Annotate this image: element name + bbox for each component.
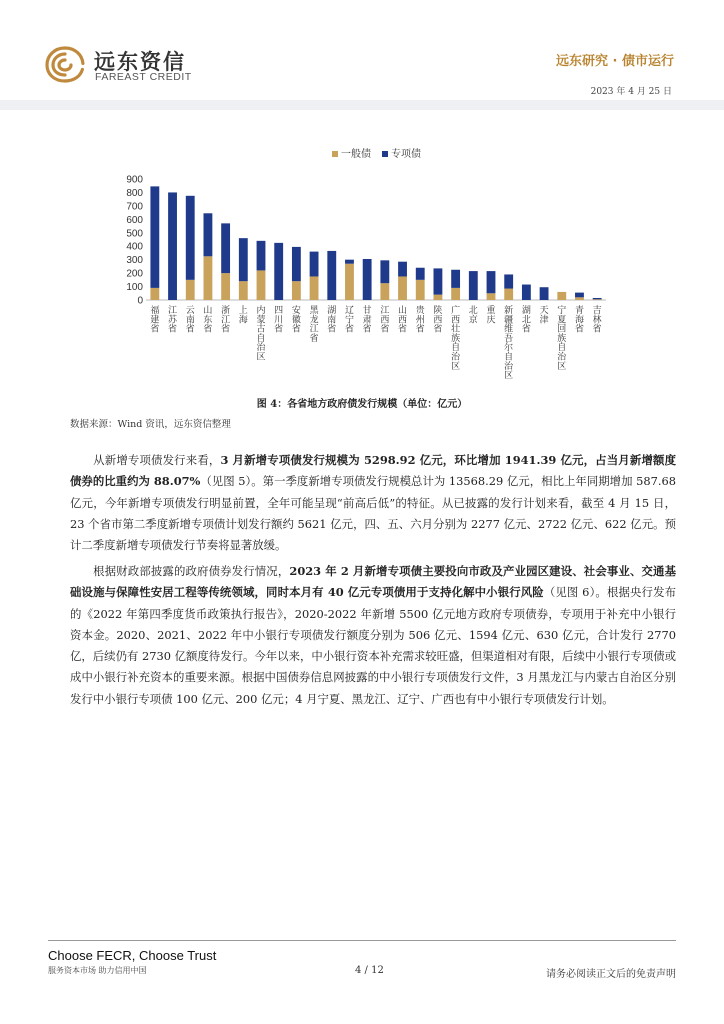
- paragraph-special-bond-issuance: [70, 450, 676, 556]
- bar-special: [345, 260, 354, 264]
- bar-special: [257, 241, 266, 271]
- bar-general: [487, 293, 496, 300]
- bar-special: [363, 259, 372, 300]
- figure-caption: 图 4：各省地方政府债发行规模（单位：亿元）: [256, 399, 468, 410]
- x-tick-label: 新疆维吾尔自治区: [504, 306, 514, 382]
- footer-slogan: Choose FECR, Choose Trust: [48, 948, 217, 963]
- legend-label-special: 专项债: [391, 149, 421, 160]
- figure-source: 数据来源：Wind 资讯，远东资信整理: [70, 419, 231, 430]
- y-tick-label: 200: [126, 268, 143, 280]
- bar-special: [469, 271, 478, 300]
- bar-general: [575, 297, 584, 300]
- bar-special: [504, 274, 513, 288]
- header-divider: [0, 100, 724, 110]
- x-tick-label: 福建省: [150, 306, 160, 335]
- bar-general: [345, 264, 354, 300]
- bar-general: [504, 289, 513, 300]
- x-tick-label: 重庆: [486, 306, 496, 326]
- bar-general: [434, 295, 443, 300]
- bar-general: [557, 292, 566, 300]
- footer-disclaimer: 请务必阅读正文后的免责声明: [546, 969, 676, 980]
- p2-highlight: 2023 年 2 月新增专项债主要投向市政及产业园区建设、社会事业、交通基础设施与保障性安居工程等传统领域，同时本月有 40 亿元专项债用于支持化解中小银行风险: [70, 564, 676, 600]
- y-tick-label: 0: [137, 295, 143, 307]
- bar-general: [310, 276, 319, 300]
- bar-general: [150, 288, 159, 300]
- bar-general: [204, 256, 213, 300]
- bar-special: [434, 268, 443, 294]
- bar-special: [380, 260, 389, 283]
- x-tick-label: 上海: [238, 306, 248, 326]
- bond-issuance-chart: [110, 145, 620, 385]
- bar-special: [416, 268, 425, 280]
- bar-special: [292, 247, 301, 281]
- bar-general: [186, 280, 195, 300]
- p1-text-1: 从新增专项债发行来看，: [93, 453, 221, 467]
- bar-special: [575, 293, 584, 298]
- x-tick-label: 四川省: [274, 306, 284, 335]
- x-tick-label: 黑龙江省: [309, 306, 319, 344]
- x-tick-label: 广西壮族自治区: [451, 306, 461, 372]
- y-tick-label: 300: [126, 255, 143, 267]
- bar-special: [487, 271, 496, 293]
- bar-general: [257, 270, 266, 300]
- x-tick-label: 贵州省: [415, 306, 425, 335]
- x-tick-label: 吉林省: [592, 306, 602, 335]
- p1-text-2: （见图 5）。第一季度新增专项债发行规模总计为 13568.29 亿元，相比上年同期增加 587.68 亿元，今年新增专项债发行明显前置，全年可能呈现“前高后低”的特征。从已披露的发行计划来看，截至 4 月 15 日，23 个省市第二季度新增专项债计划发行额约 5621 亿元，四、五、六月分别为 2277 亿元、2722 亿元、622 亿元。预计二季度新增专项债发行节奏将显著放缓。: [70, 474, 676, 553]
- x-tick-label: 山西省: [398, 306, 408, 335]
- y-tick-label: 700: [126, 201, 143, 213]
- x-tick-label: 江西省: [380, 306, 390, 335]
- logo-name-cn: 远东资信: [94, 50, 186, 74]
- x-tick-label: 湖南省: [327, 306, 337, 335]
- legend-swatch-special: [382, 151, 388, 157]
- x-tick-label: 北京: [468, 306, 478, 326]
- y-tick-label: 500: [126, 228, 143, 240]
- footer-subtitle: 服务资本市场 助力信用中国: [48, 966, 147, 975]
- logo-emblem-icon: [44, 44, 86, 84]
- x-tick-label: 内蒙古自治区: [256, 306, 266, 363]
- bar-special: [168, 192, 177, 300]
- legend-swatch-general: [332, 151, 338, 157]
- bar-special: [593, 298, 602, 299]
- legend-label-general: 一般债: [341, 149, 371, 160]
- y-tick-label: 400: [126, 241, 143, 253]
- p1-highlight: 3 月新增专项债发行规模为 5298.92 亿元，环比增加 1941.39 亿元，占当月新增额度债券的比重约为 88.07%: [70, 453, 676, 489]
- bar-special: [204, 213, 213, 256]
- bar-general: [398, 276, 407, 300]
- x-tick-label: 浙江省: [221, 306, 231, 335]
- bar-special: [150, 186, 159, 288]
- x-tick-label: 江苏省: [168, 306, 178, 335]
- page-number: 4 / 12: [355, 965, 384, 976]
- bar-special: [327, 251, 336, 300]
- y-tick-label: 800: [126, 187, 143, 199]
- bar-special: [221, 223, 230, 273]
- x-tick-label: 青海省: [574, 306, 584, 335]
- section-title: 远东研究 · 债市运行: [556, 54, 674, 69]
- bar-special: [451, 270, 460, 288]
- p2-text-1: 根据财政部披露的政府债券发行情况，: [93, 564, 290, 578]
- x-tick-label: 甘肃省: [362, 306, 372, 335]
- bar-special: [310, 252, 319, 277]
- bar-general: [416, 280, 425, 300]
- bar-general: [451, 288, 460, 300]
- bar-general: [239, 281, 248, 300]
- bar-special: [540, 287, 549, 300]
- y-tick-label: 900: [126, 174, 143, 186]
- footer-divider: [48, 940, 676, 941]
- x-tick-label: 安徽省: [291, 306, 301, 335]
- p2-text-2: （见图 6）。根据央行发布的《2022 年第四季度货币政策执行报告》，2020-2022 年新增 5500 亿元地方政府专项债券，专项用于补充中小银行资本金。2020、2021、2022 年中小银行专项债发行额度分别为 506 亿元、1594 亿元、630 亿元，合计发行 2770 亿，后续仍有 2730 亿额度待发行。今年以来，中小银行资本补充需求较旺盛，但渠道相对有限，后续中小银行专项债或成中小银行补充资本的重要来源。根据中国债券信息网披露的中小银行专项债发行文件，3 月黑龙江与内蒙古自治区分别发行中小银行专项债 100 亿元、200 亿元；4 月宁夏、黑龙江、辽宁、广西也有中小银行专项债发行计划。: [70, 585, 676, 706]
- x-tick-label: 山东省: [203, 306, 213, 335]
- logo-name-en: FAREAST CREDIT: [95, 71, 192, 83]
- bar-special: [274, 243, 283, 300]
- x-tick-label: 湖北省: [521, 306, 531, 335]
- x-tick-label: 云南省: [185, 306, 195, 335]
- x-tick-label: 宁夏回族自治区: [557, 306, 567, 372]
- bar-special: [398, 262, 407, 277]
- company-logo: [44, 44, 224, 84]
- bar-special: [522, 285, 531, 300]
- x-tick-label: 陕西省: [433, 306, 443, 335]
- y-tick-label: 100: [126, 282, 143, 294]
- bar-general: [292, 281, 301, 300]
- bar-special: [186, 196, 195, 280]
- bar-general: [380, 283, 389, 300]
- report-date: 2023 年 4 月 25 日: [590, 87, 672, 97]
- y-tick-label: 600: [126, 214, 143, 226]
- x-tick-label: 天津: [539, 306, 549, 326]
- bar-special: [239, 238, 248, 281]
- bar-general: [221, 273, 230, 300]
- bar-general: [593, 299, 602, 300]
- x-tick-label: 辽宁省: [344, 306, 354, 335]
- paragraph-special-bond-usage: [70, 561, 676, 710]
